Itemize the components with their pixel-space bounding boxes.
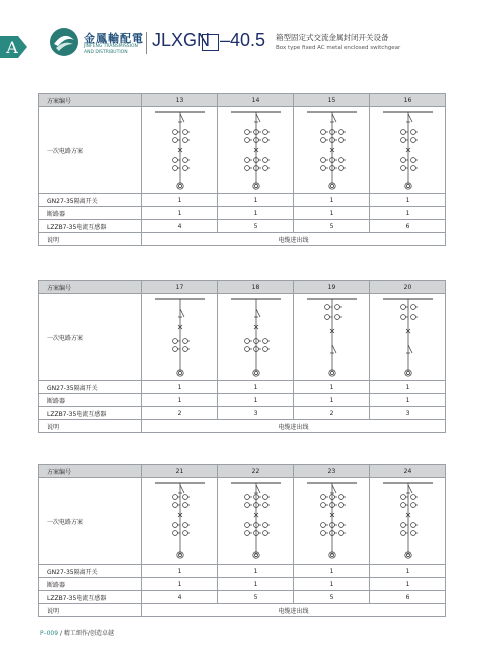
isolator-count: 1 [370,381,446,394]
isolator-count: 1 [218,381,294,394]
scheme-number: 20 [370,281,446,294]
ct-symbol [262,166,267,171]
breaker-count: 1 [218,578,294,591]
section-letter: A [6,38,18,57]
ct-label: LZZB7-35电流互感器 [39,220,142,233]
isolator-blade [256,485,260,493]
circuit-diagram [221,479,291,563]
scheme-number: 19 [294,281,370,294]
note-value: 电缆进出线 [142,420,446,433]
note-label: 说明 [39,420,142,433]
ct-symbol [338,531,343,536]
isolator-count: 1 [142,381,218,394]
scheme-number: 17 [142,281,218,294]
ct-symbol [400,315,405,320]
circuit-diagram [373,295,443,379]
ct-count: 2 [294,407,370,420]
ct-symbol [244,531,249,536]
product-title-en: Box type fixed AC metal enclosed switchgear [276,45,401,51]
breaker-count: 1 [142,578,218,591]
breaker-count: 1 [294,207,370,220]
ct-symbol [244,339,249,344]
cable-terminal-inner [406,184,409,187]
circuit-diagram [145,108,215,192]
breaker-count: 1 [218,207,294,220]
ct-symbol [334,315,339,320]
breaker-count: 1 [294,394,370,407]
ct-symbol [320,138,325,143]
circuit-diagram-cell [294,107,370,194]
ct-symbol [182,347,187,352]
ct-symbol [182,130,187,135]
header-divider [146,32,147,54]
ct-symbol [262,531,267,536]
scheme-number: 18 [218,281,294,294]
circuit-diagram-cell [218,478,294,565]
model-suffix: –40.5 [220,30,266,50]
ct-symbol [244,347,249,352]
ct-symbol [244,166,249,171]
breaker-label: 断路器 [39,394,142,407]
ct-count: 3 [218,407,294,420]
scheme-number: 21 [142,465,218,478]
isolator-blade [332,485,336,493]
page-number: P–009 [40,630,59,637]
breaker-count: 1 [294,578,370,591]
scheme-no-label: 方案编号 [39,94,142,107]
isolator-blade [180,114,184,122]
circuit-diagram [373,108,443,192]
circuit-diagram [297,295,367,379]
breaker-count: 1 [370,578,446,591]
brand-name: 金鳳輸配電 [84,32,144,45]
ct-symbol [262,503,267,508]
cable-terminal-inner [178,184,181,187]
ct-symbol [410,503,415,508]
cable-terminal-inner [254,371,257,374]
isolator-blade [180,485,184,493]
circuit-diagram-cell [218,294,294,381]
ct-symbol [410,130,415,135]
isolator-label: GN27-35隔离开关 [39,565,142,578]
model-prefix: JLXGN [152,30,211,50]
isolator-blade [256,114,260,122]
cable-terminal-inner [406,371,409,374]
ct-symbol [320,523,325,528]
ct-symbol [262,138,267,143]
ct-symbol [334,305,339,310]
note-label: 说明 [39,233,142,246]
ct-symbol [172,138,177,143]
cable-terminal-inner [178,371,181,374]
circuit-diagram-cell [218,107,294,194]
isolator-blade [408,345,412,353]
ct-count: 5 [218,591,294,604]
ct-symbol [400,138,405,143]
ct-count: 5 [294,591,370,604]
ct-label: LZZB7-35电流互感器 [39,591,142,604]
page-header [0,22,480,62]
isolator-count: 1 [294,194,370,207]
isolator-blade [408,114,412,122]
circuit-diagram [297,108,367,192]
ct-symbol [244,130,249,135]
cable-terminal-inner [330,371,333,374]
ct-symbol [172,339,177,344]
isolator-blade [332,345,336,353]
scheme-table-1 [38,93,446,246]
cable-terminal-inner [330,184,333,187]
scheme-number: 13 [142,94,218,107]
breaker-count: 1 [142,394,218,407]
ct-symbol [172,523,177,528]
ct-symbol [262,347,267,352]
isolator-count: 1 [370,194,446,207]
scheme-number: 15 [294,94,370,107]
ct-symbol [400,130,405,135]
ct-count: 6 [370,220,446,233]
circuit-diagram-cell [370,294,446,381]
ct-symbol [338,130,343,135]
circuit-diagram [145,295,215,379]
isolator-count: 1 [218,194,294,207]
ct-symbol [320,531,325,536]
ct-symbol [338,158,343,163]
ct-symbol [262,339,267,344]
circuit-diagram [373,479,443,563]
ct-symbol [244,495,249,500]
ct-symbol [338,503,343,508]
scheme-number: 24 [370,465,446,478]
isolator-label: GN27-35隔离开关 [39,381,142,394]
ct-count: 5 [218,220,294,233]
isolator-count: 1 [218,565,294,578]
ct-symbol [182,138,187,143]
note-value: 电缆进出线 [142,233,446,246]
ct-label: LZZB7-35电流互感器 [39,407,142,420]
ct-symbol [324,305,329,310]
ct-symbol [320,166,325,171]
ct-symbol [338,166,343,171]
ct-count: 3 [370,407,446,420]
model-box [202,34,219,51]
ct-symbol [172,166,177,171]
ct-symbol [338,495,343,500]
scheme-table-3 [38,464,446,617]
circuit-diagram-cell [142,294,218,381]
ct-symbol [262,130,267,135]
ct-symbol [320,495,325,500]
isolator-blade [408,485,412,493]
ct-symbol [410,523,415,528]
scheme-number: 23 [294,465,370,478]
ct-symbol [320,158,325,163]
circuit-diagram-cell [142,107,218,194]
ct-symbol [172,503,177,508]
circuit-diagram-cell [370,107,446,194]
isolator-count: 1 [142,565,218,578]
breaker-count: 1 [142,207,218,220]
breaker-count: 1 [370,207,446,220]
isolator-count: 1 [294,381,370,394]
isolator-blade [332,114,336,122]
ct-symbol [182,166,187,171]
circuit-diagram [221,295,291,379]
breaker-count: 1 [370,394,446,407]
isolator-blade [180,309,184,317]
breaker-label: 断路器 [39,578,142,591]
ct-symbol [172,347,177,352]
ct-symbol [262,523,267,528]
product-title: 箱型固定式交流金属封闭开关设备 [276,33,389,42]
ct-symbol [182,158,187,163]
ct-symbol [172,130,177,135]
circuit-diagram-cell [370,478,446,565]
circuit-diagram-cell [294,478,370,565]
page-footer [40,628,114,637]
circuit-label: 一次电路方案 [39,107,142,194]
ct-symbol [410,531,415,536]
circuit-diagram [221,108,291,192]
ct-symbol [410,495,415,500]
circuit-diagram [145,479,215,563]
ct-count: 6 [370,591,446,604]
ct-symbol [400,523,405,528]
scheme-number: 16 [370,94,446,107]
footer-slogan: / 精工细作/创造卓越 [60,630,114,637]
scheme-number: 14 [218,94,294,107]
scheme-number: 22 [218,465,294,478]
scheme-no-label: 方案编号 [39,465,142,478]
ct-symbol [172,158,177,163]
circuit-label: 一次电路方案 [39,294,142,381]
ct-symbol [182,339,187,344]
ct-symbol [400,495,405,500]
circuit-diagram-cell [142,478,218,565]
note-label: 说明 [39,604,142,617]
ct-count: 5 [294,220,370,233]
ct-symbol [182,495,187,500]
ct-symbol [400,503,405,508]
ct-symbol [182,523,187,528]
ct-symbol [262,495,267,500]
ct-symbol [320,503,325,508]
cable-terminal-inner [254,184,257,187]
ct-symbol [410,166,415,171]
ct-symbol [172,531,177,536]
scheme-no-label: 方案编号 [39,281,142,294]
isolator-blade [256,309,260,317]
ct-symbol [262,158,267,163]
ct-symbol [338,523,343,528]
note-value: 电缆进出线 [142,604,446,617]
circuit-label: 一次电路方案 [39,478,142,565]
ct-symbol [320,130,325,135]
ct-count: 2 [142,407,218,420]
ct-symbol [400,305,405,310]
ct-symbol [244,523,249,528]
ct-symbol [410,305,415,310]
isolator-count: 1 [370,565,446,578]
ct-symbol [410,138,415,143]
ct-symbol [410,315,415,320]
ct-symbol [182,531,187,536]
breaker-count: 1 [218,394,294,407]
ct-symbol [244,138,249,143]
ct-symbol [244,158,249,163]
circuit-diagram [297,479,367,563]
ct-symbol [338,138,343,143]
isolator-label: GN27-35隔离开关 [39,194,142,207]
ct-symbol [400,166,405,171]
ct-symbol [400,531,405,536]
company-logo-icon [48,26,80,58]
brand-name-en: JINFENG TRANSMISSION AND DISTRIBUTION [84,44,138,55]
ct-symbol [182,503,187,508]
ct-count: 4 [142,220,218,233]
isolator-count: 1 [142,194,218,207]
ct-symbol [244,503,249,508]
scheme-table-2 [38,280,446,433]
breaker-label: 断路器 [39,207,142,220]
ct-count: 4 [142,591,218,604]
isolator-count: 1 [294,565,370,578]
ct-symbol [324,315,329,320]
ct-symbol [410,158,415,163]
ct-symbol [400,158,405,163]
ct-symbol [172,495,177,500]
circuit-diagram-cell [294,294,370,381]
